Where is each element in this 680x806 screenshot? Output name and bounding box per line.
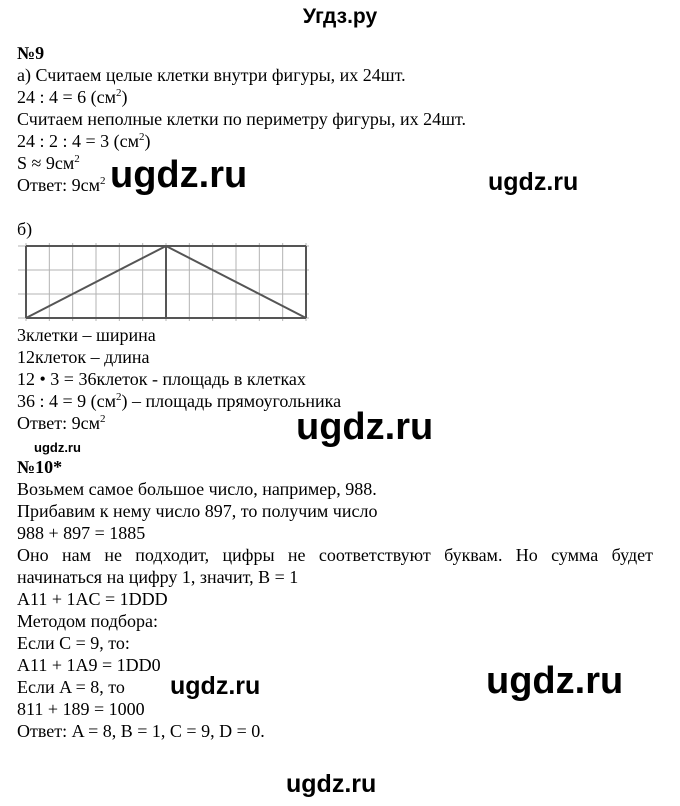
task10-line11: 811 + 189 = 1000 [17,699,145,719]
task9-a-line2: 24 : 4 = 6 $(см^2)$ [17,87,128,107]
figure-shape [26,246,306,318]
task10-line4: Оно нам не подходит, цифры не соответствуют буквам. Но сумма будет [17,545,653,565]
task10-line5: начинаться на цифру 1, значит, B = 1 [17,567,299,587]
task9-b-line1: 3клетки – ширина [17,325,156,345]
watermark: ugdz.ru [34,440,81,455]
task10-line7: Методом подбора: [17,611,158,631]
task9-number: №9 [17,43,45,63]
task10-line8: Если C = 9, то: [17,633,130,653]
task9-a-line1: а) Считаем целые клетки внутри фигуры, их 24шт. [17,65,406,85]
task9-b-line4: 36 : 4 = 9 $(см^2)$ – площадь прямоугольника [17,391,342,411]
task10-number: №10* [17,457,63,477]
watermark: ugdz.ru [296,406,434,448]
rectangle-figure [18,243,310,323]
task9-b-label: б) [17,219,33,239]
watermark: ugdz.ru [170,672,261,700]
task9-a-line3: Считаем неполные клетки по периметру фигуры, их 24шт. [17,109,466,129]
site-header: Угдз.ру [302,5,378,28]
task10-line9: A11 + 1A9 = 1DD0 [17,655,161,675]
task10-line6: A11 + 1AC = 1DDD [17,589,168,609]
task10-line1: Возьмем самое большое число, например, 988. [17,479,377,499]
task9-b-answer: Ответ: $9см^2$ [17,413,106,433]
task10-line3: 988 + 897 = 1885 [17,523,146,543]
task10-line10: Если A = 8, то [17,677,125,697]
watermark: ugdz.ru [488,168,579,196]
figure-grid [18,243,309,321]
task10-line2: Прибавим к нему число 897, то получим число [17,501,378,521]
task9-a-answer: Ответ: $9см^2$ [17,175,106,195]
watermark: ugdz.ru [286,770,377,798]
watermark: ugdz.ru [110,154,248,196]
watermark: ugdz.ru [486,660,624,702]
task9-b-line3: 12 • 3 = 36клеток - площадь в клетках [17,369,306,389]
task9-a-line4: 24 : 2 : 4 = 3 $(см^2)$ [17,131,151,151]
task9-a-line5: $S \approx 9см^2$ [17,153,80,173]
task10-answer: Ответ: A = 8, B = 1, C = 9, D = 0. [17,721,265,741]
task9-b-line2: 12клеток – длина [17,347,150,367]
